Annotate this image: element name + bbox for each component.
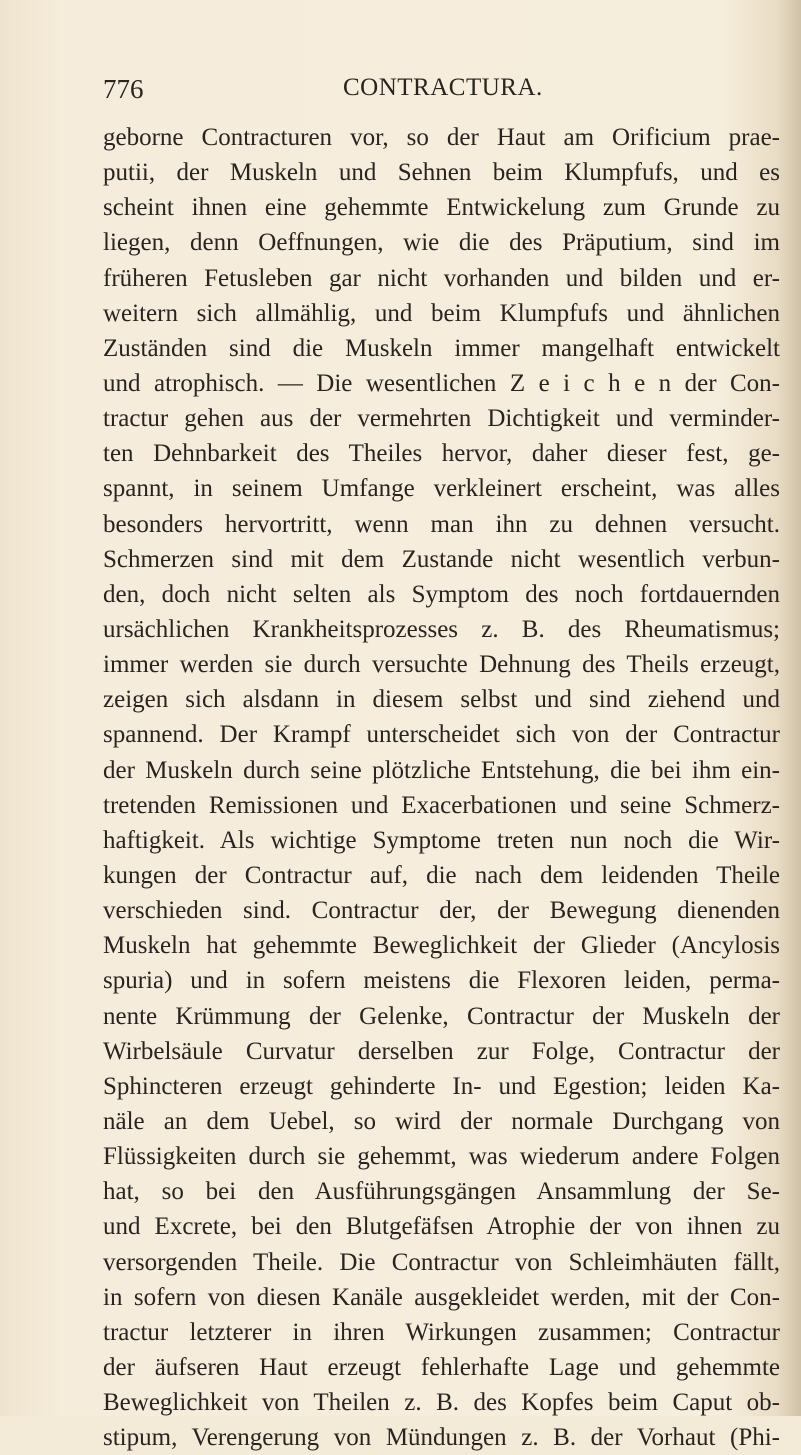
text-line: Flüssigkeiten durch sie gehemmt, was wiederum andere Folgen [103, 1143, 780, 1171]
running-header [103, 74, 783, 110]
text-line: versorgenden Theile. Die Contractur von Schleimhäuten fällt, [103, 1248, 780, 1276]
text-line: scheint ihnen eine gehemmte Entwickelung zum Grunde zu [103, 194, 780, 222]
text-line: Schmerzen sind mit dem Zustande nicht wesentlich verbun- [103, 545, 780, 573]
text-line: tractur letzterer in ihren Wirkungen zusammen; Contractur [103, 1318, 780, 1346]
text-line: geborne Contracturen vor, so der Haut am Orificium prae- [103, 124, 780, 151]
running-title: CONTRACTURA. [343, 74, 543, 101]
text-line: spannt, in seinem Umfange verkleinert erscheint, was alles [103, 475, 780, 503]
text-line: Muskeln hat gehemmte Beweglichkeit der Glieder (Ancylosis [103, 932, 780, 960]
text-line: zeigen sich alsdann in diesem selbst und sind ziehend und [103, 686, 780, 714]
text-line: den, doch nicht selten als Symptom des noch fortdauernden [103, 580, 780, 608]
text-line: spannend. Der Krampf unterscheidet sich von der Contractur [103, 721, 780, 749]
text-line: tractur gehen aus der vermehrten Dichtigkeit und verminder- [103, 405, 780, 433]
text-line: Wirbelsäule Curvatur derselben zur Folge, Contractur der [103, 1037, 780, 1065]
text-line: kungen der Contractur auf, die nach dem leidenden Theile [103, 861, 780, 889]
text-line: nente Krümmung der Gelenke, Contractur der Muskeln der [103, 1002, 780, 1030]
text-line: und atrophisch. — Die wesentlichen Z e i c h e n der Con- [103, 369, 780, 397]
text-line: tretenden Remissionen und Exacerbationen und seine Schmerz- [103, 791, 780, 819]
text-line: Sphincteren erzeugt gehinderte In- und Egestion; leiden Ka- [103, 1072, 780, 1100]
text-line: immer werden sie durch versuchte Dehnung des Theils erzeugt, [103, 651, 780, 679]
text-line: haftigkeit. Als wichtige Symptome treten nun noch die Wir- [103, 826, 780, 854]
page-number: 776 [103, 74, 144, 104]
text-line: früheren Fetusleben gar nicht vorhanden und bilden und er- [103, 264, 780, 292]
text-line: verschieden sind. Contractur der, der Bewegung dienenden [103, 897, 780, 925]
text-line: stipum, Verengerung von Mündungen z. B. der Vorhaut (Phi- [103, 1424, 780, 1452]
text-line: Zuständen sind die Muskeln immer mangelhaft entwickelt [103, 334, 780, 362]
text-line: und Excrete, bei den Blutgefäfsen Atrophie der von ihnen zu [103, 1213, 780, 1241]
body-text [103, 120, 780, 1455]
text-line: der äufseren Haut erzeugt fehlerhafte Lage und gehemmte [103, 1353, 780, 1381]
text-line: ursächlichen Krankheitsprozesses z. B. des Rheumatismus; [103, 615, 780, 643]
text-line: Beweglichkeit von Theilen z. B. des Kopfes beim Caput ob- [103, 1389, 780, 1417]
text-line: putii, der Muskeln und Sehnen beim Klumpfufs, und es [103, 159, 780, 187]
text-line: ten Dehnbarkeit des Theiles hervor, daher dieser fest, ge- [103, 440, 780, 468]
text-line: liegen, denn Oeffnungen, wie die des Präputium, sind im [103, 229, 780, 257]
text-line: besonders hervortritt, wenn man ihn zu dehnen versucht. [103, 510, 780, 538]
text-line: spuria) und in sofern meistens die Flexoren leiden, perma- [103, 967, 780, 995]
text-line: näle an dem Uebel, so wird der normale Durchgang von [103, 1107, 780, 1135]
text-line: der Muskeln durch seine plötzliche Entstehung, die bei ihm ein- [103, 756, 780, 784]
text-line: hat, so bei den Ausführungsgängen Ansammlung der Se- [103, 1178, 780, 1206]
text-line: weitern sich allmählig, und beim Klumpfufs und ähnlichen [103, 299, 780, 327]
text-line: in sofern von diesen Kanäle ausgekleidet werden, mit der Con- [103, 1283, 780, 1311]
